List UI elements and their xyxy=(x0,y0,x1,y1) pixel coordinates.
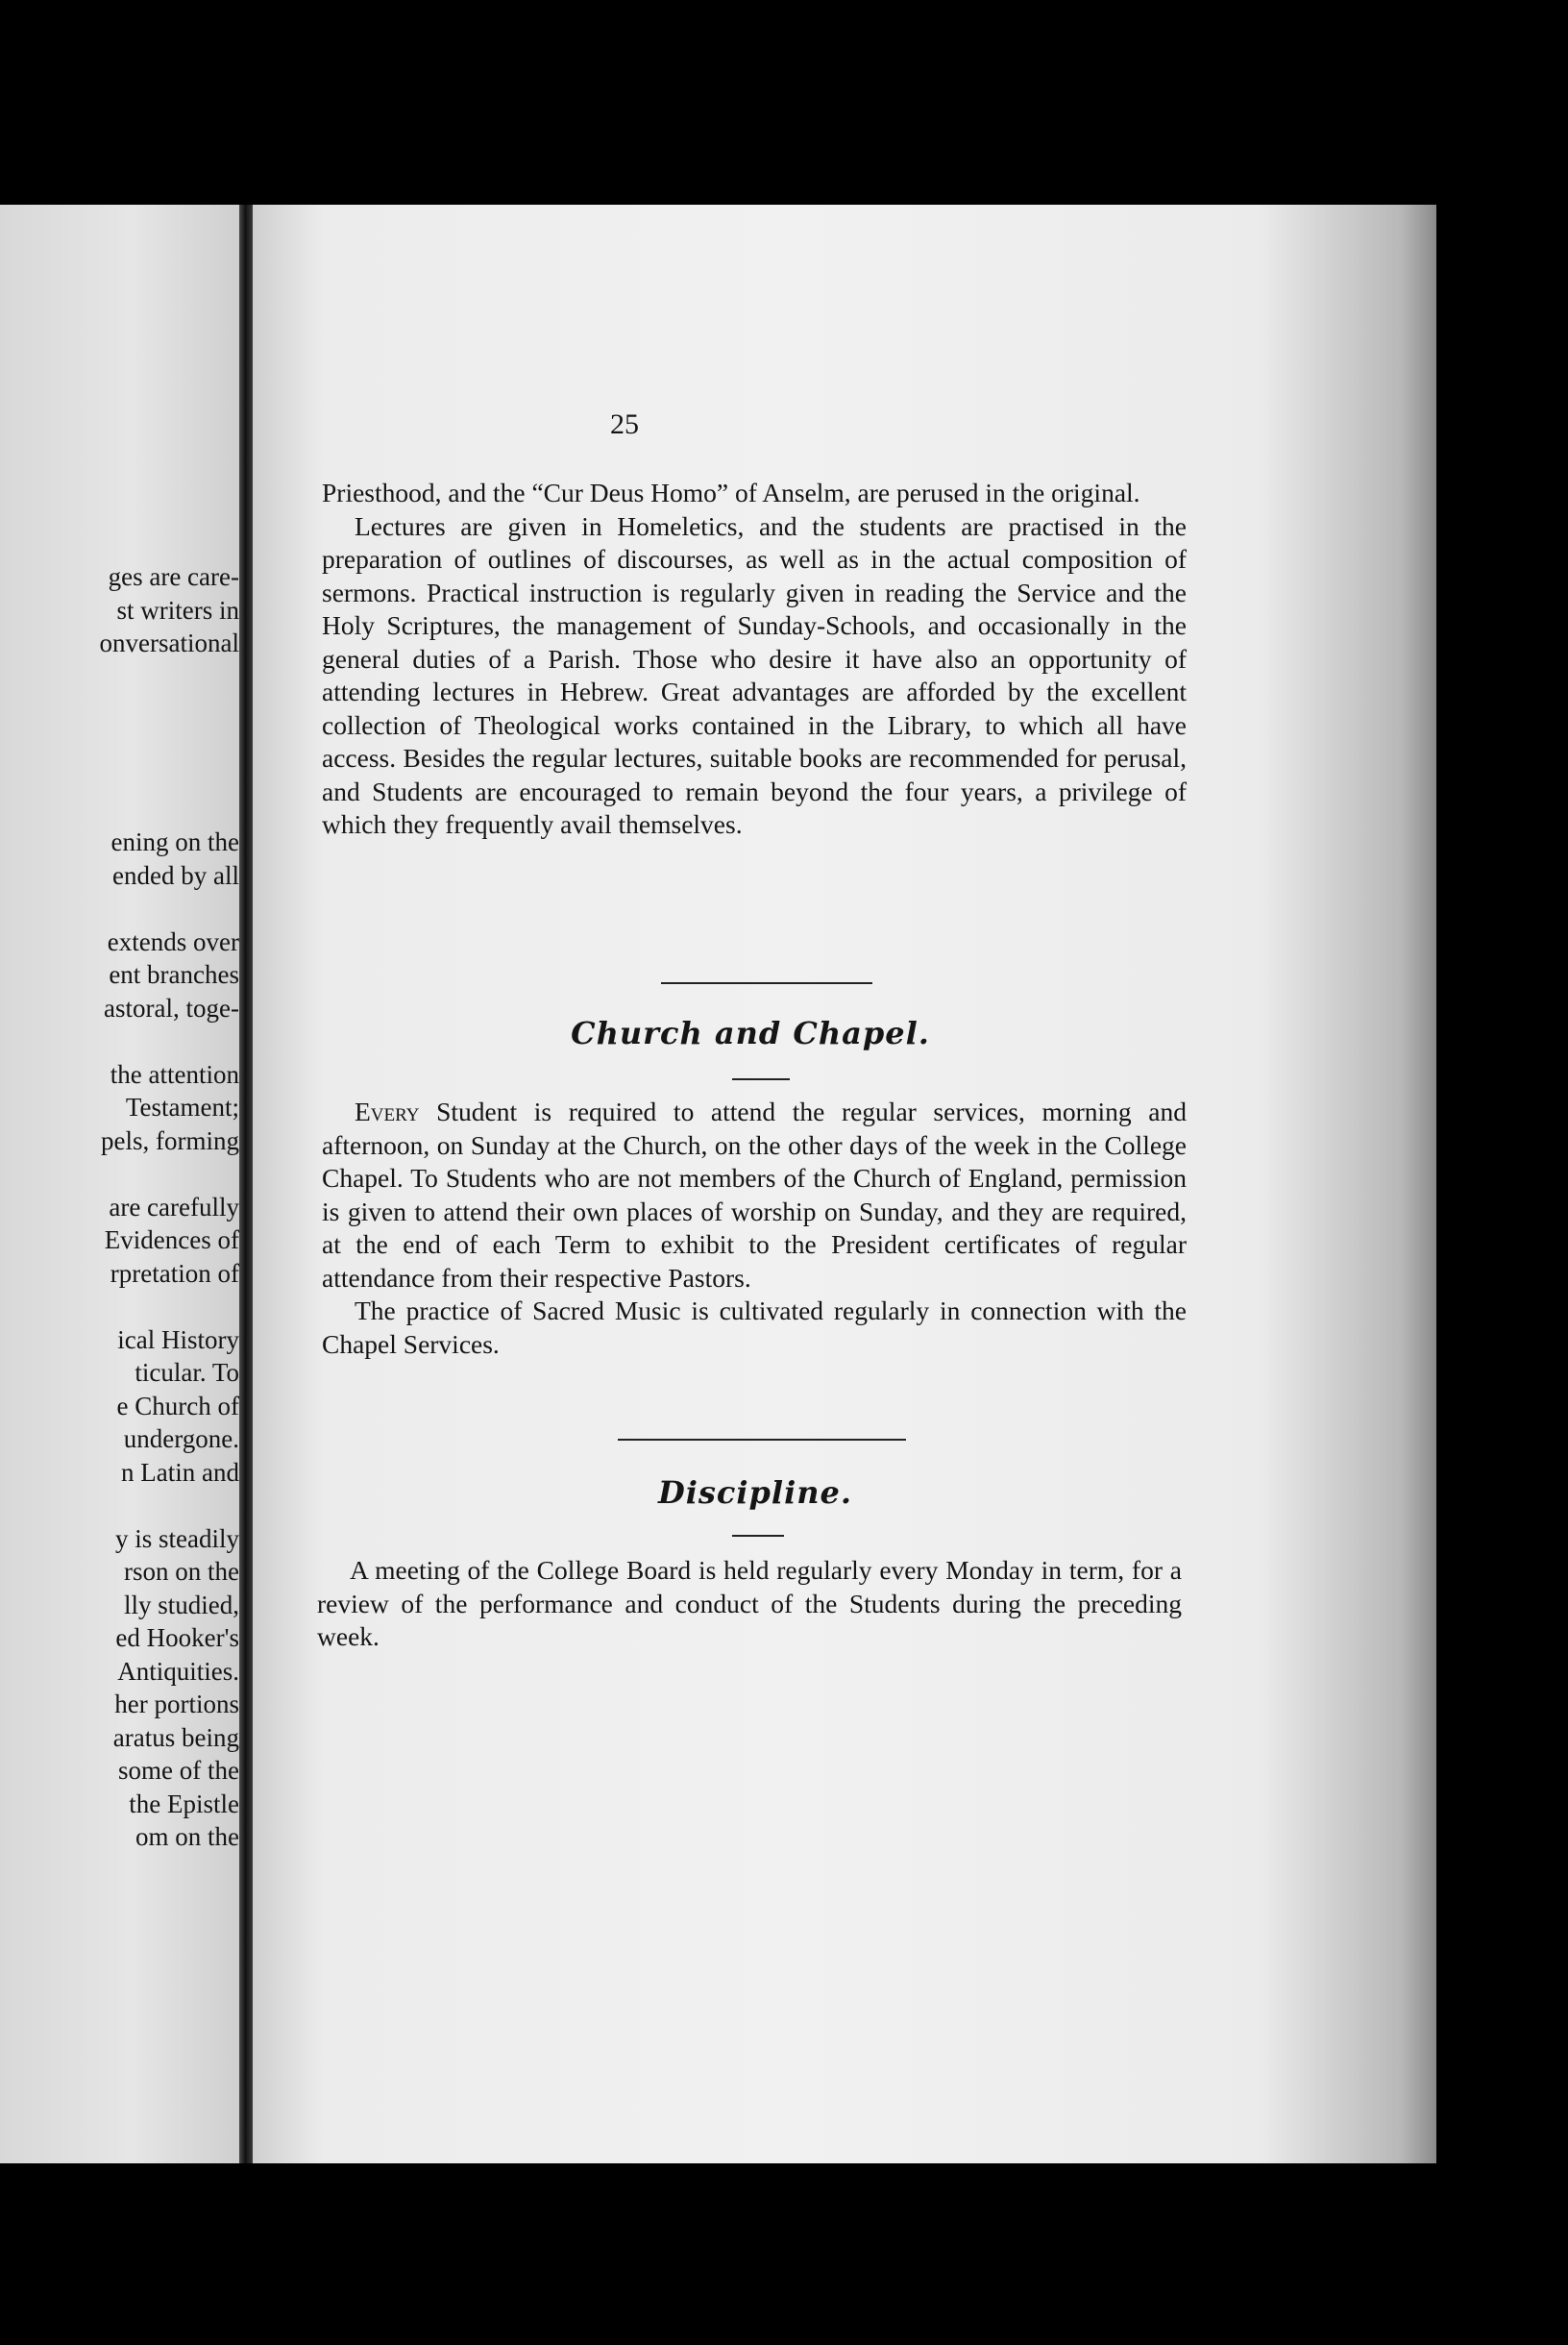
left-page-line: undergone. xyxy=(123,1424,239,1453)
left-page-line: her portions xyxy=(114,1690,239,1718)
left-page-line: ening on the xyxy=(110,827,239,856)
left-page-line: Evidences of xyxy=(104,1225,239,1254)
left-page-line: are carefully xyxy=(109,1192,239,1222)
left-page-line: ent branches xyxy=(109,960,239,989)
left-page-line: the Epistle xyxy=(129,1789,239,1818)
section-discipline xyxy=(317,1554,1182,1654)
paragraph: Lectures are given in Homeletics, and the students are practised in the preparation of outlines of discourses, as well as in the actual composition of sermons. Practical instruction is regularly given in reading the Service and the Holy Scriptures, the management of Sunday-Schools, and occasionally in the general duties of a Parish. Those who desire it have also an opportunity of attending lectures in Hebrew. Great advantages are afforded by the excellent collection of Theological works contained in the Library, to which all have access. Besides the regular lectures, suitable books are recommended for perusal, and Students are encouraged to remain beyond the four years, a privilege of which they frequently avail themselves. xyxy=(322,510,1187,839)
left-page-line xyxy=(0,1157,239,1191)
section-heading-church-chapel: Church and Chapel. xyxy=(571,1015,930,1051)
left-page-line: ed Hooker's xyxy=(115,1623,239,1652)
heading-underline xyxy=(732,1078,790,1080)
paragraph: A meeting of the College Board is held regularly every Monday in term, for a review of the performance and conduct of the Students during the preceding week. xyxy=(317,1555,1182,1651)
left-page-line xyxy=(0,727,239,760)
left-page-line xyxy=(0,793,239,827)
left-page-line: pels, forming xyxy=(101,1125,239,1155)
left-page-line: e Church of xyxy=(116,1391,239,1420)
left-page-line: ges are care- xyxy=(108,562,239,591)
left-page-line: om on the xyxy=(135,1822,239,1851)
left-page-fragment xyxy=(0,205,239,2163)
left-page-text xyxy=(0,560,239,1854)
heading-underline xyxy=(732,1535,784,1537)
left-page-line: n Latin and xyxy=(121,1457,239,1487)
section-church-chapel xyxy=(322,1096,1187,1361)
left-page-line: ical History xyxy=(117,1324,239,1354)
left-page-line: Testament; xyxy=(125,1093,239,1122)
left-page-line xyxy=(0,892,239,926)
page-gutter xyxy=(239,205,253,2163)
paragraph: The practice of Sacred Music is cultivated regularly in connection with the Chapel Services. xyxy=(322,1296,1187,1359)
lead-word: Every xyxy=(355,1097,420,1126)
left-page-line: st writers in xyxy=(116,595,239,625)
left-page-line: ticular. To xyxy=(135,1358,239,1387)
section-divider xyxy=(618,1439,906,1441)
paragraph: Priesthood, and the “Cur Deus Homo” of Anselm, are perused in the original. xyxy=(322,478,1140,507)
left-page-line xyxy=(0,660,239,694)
left-page-line: lly studied, xyxy=(124,1590,239,1619)
left-page-line: extends over xyxy=(107,926,239,956)
section-heading-discipline: Discipline. xyxy=(657,1474,852,1511)
left-page-line: some of the xyxy=(118,1756,239,1785)
left-page-line xyxy=(0,1290,239,1323)
section-theology-continuation xyxy=(322,477,1187,842)
page-number: 25 xyxy=(610,408,639,440)
left-page-line xyxy=(0,693,239,727)
left-page-line: rpretation of xyxy=(110,1258,239,1288)
left-page-line: Antiquities. xyxy=(117,1656,239,1686)
left-page-line: onversational xyxy=(99,629,239,657)
left-page-line: aratus being xyxy=(112,1722,239,1752)
left-page-line: y is steadily xyxy=(115,1523,239,1553)
paragraph-text: Student is required to attend the regular services, morning and afternoon, on Sunday at the Church, on the other days of the week in the College Chapel. To Students who are not members of the Church of England, permission is given to attend their own places of worship on Sunday, and they are required, at the end of each Term to exhibit to the President certificates of regular attendance from their respective Pastors. xyxy=(322,1097,1187,1293)
left-page-line: ended by all xyxy=(112,860,239,890)
left-page-line: rson on the xyxy=(124,1557,239,1586)
paragraph xyxy=(322,1096,1187,1295)
left-page-line: astoral, toge- xyxy=(104,993,239,1023)
left-page-line: the attention xyxy=(110,1059,239,1089)
left-page-line xyxy=(0,759,239,793)
section-divider xyxy=(661,982,872,984)
